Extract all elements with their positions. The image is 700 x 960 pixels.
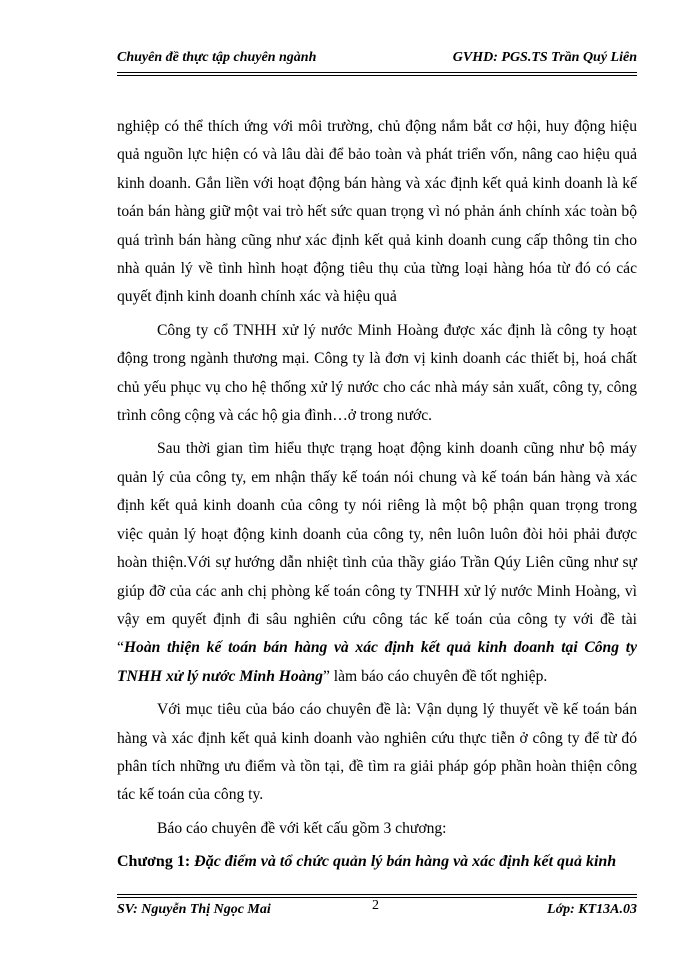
page-footer	[117, 894, 637, 924]
chapter-1-heading	[117, 848, 637, 876]
document-body	[117, 113, 637, 882]
paragraph-3-text: Sau thời gian tìm hiểu thực trạng hoạt động kinh doanh cũng như bộ máy quản lý của công ty, em nhận thấy kế toán nói chung và kế toán bán hàng và xác định kết quả kinh doanh của công ty nói riêng là một bộ phận quan trọng trong việc quản lý hoạt động kinh doanh của công ty, nên luôn luôn đòi hỏi phải được hoàn thiện.Với sự hướng dẫn nhiệt tình của thầy giáo Trần Qúy Liên cũng như sự giúp đỡ của các anh chị phòng kế toán công ty TNHH xử lý nước Minh Hoàng, vì vậy em quyết định đi sâu nghiên cứu công tác kế toán của công ty với đề tài “	[117, 440, 637, 657]
chapter-label: Chương 1:	[117, 853, 195, 871]
page-number: 2	[372, 898, 379, 913]
paragraph-4: Với mục tiêu của báo cáo chuyên đề là: Vận dụng lý thuyết về kế toán bán hàng và xác định kết quả kinh doanh vào nghiên cứu thực tiễn ở công ty để từ đó phân tích những ưu điểm và tồn tại, đề tìm ra giải pháp góp phần hoàn thiện công tác kế toán của công ty.	[117, 701, 637, 804]
header-course-title: Chuyên đề thực tập chuyên ngành	[117, 50, 317, 65]
footer-student-name: SV: Nguyễn Thị Ngọc Mai	[117, 902, 271, 917]
paragraph-3-end: ” làm báo cáo chuyên đề tốt nghiệp.	[322, 667, 548, 685]
paragraph-3	[117, 435, 637, 691]
paragraph-5: Báo cáo chuyên đề với kết cấu gồm 3 chương:	[157, 819, 447, 837]
thesis-title: Hoàn thiện kế toán bán hàng và xác định kết quả kinh doanh tại Công ty TNHH xử lý nước Minh Hoàng	[117, 639, 637, 685]
page-header	[117, 44, 637, 76]
footer-class: Lớp: KT13A.03	[547, 902, 637, 917]
paragraph-1: nghiệp có thể thích ứng với môi trường, chủ động nắm bắt cơ hội, huy động hiệu quả nguồn lực hiện có và lâu dài để bảo toàn và phát triển vốn, nâng cao hiệu quả kinh doanh. Gắn liền với hoạt động bán hàng và xác định kết quả kinh doanh là kế toán bán hàng giữ một vai trò hết sức quan trọng vì nó phản ánh chính xác toàn bộ quá trình bán hàng cũng như xác định kết quả kinh doanh cung cấp thông tin cho nhà quản lý về tình hình hoạt động tiêu thụ của từng loại hàng hóa từ đó có các quyết định kinh doanh chính xác và hiệu quả	[117, 118, 637, 306]
paragraph-2: Công ty cổ TNHH xử lý nước Minh Hoàng được xác định là công ty hoạt động trong ngành thương mại. Công ty là đơn vị kinh doanh các thiết bị, hoá chất chủ yếu phục vụ cho hệ thống xử lý nước cho các nhà máy sản xuất, công ty, công trình công cộng và các hộ gia đình…ở trong nước.	[117, 321, 637, 425]
chapter-title: Đặc điểm và tổ chức quản lý bán hàng và xác định kết quả kinh	[194, 853, 617, 871]
header-supervisor: GVHD: PGS.TS Trần Quý Liên	[452, 50, 637, 65]
